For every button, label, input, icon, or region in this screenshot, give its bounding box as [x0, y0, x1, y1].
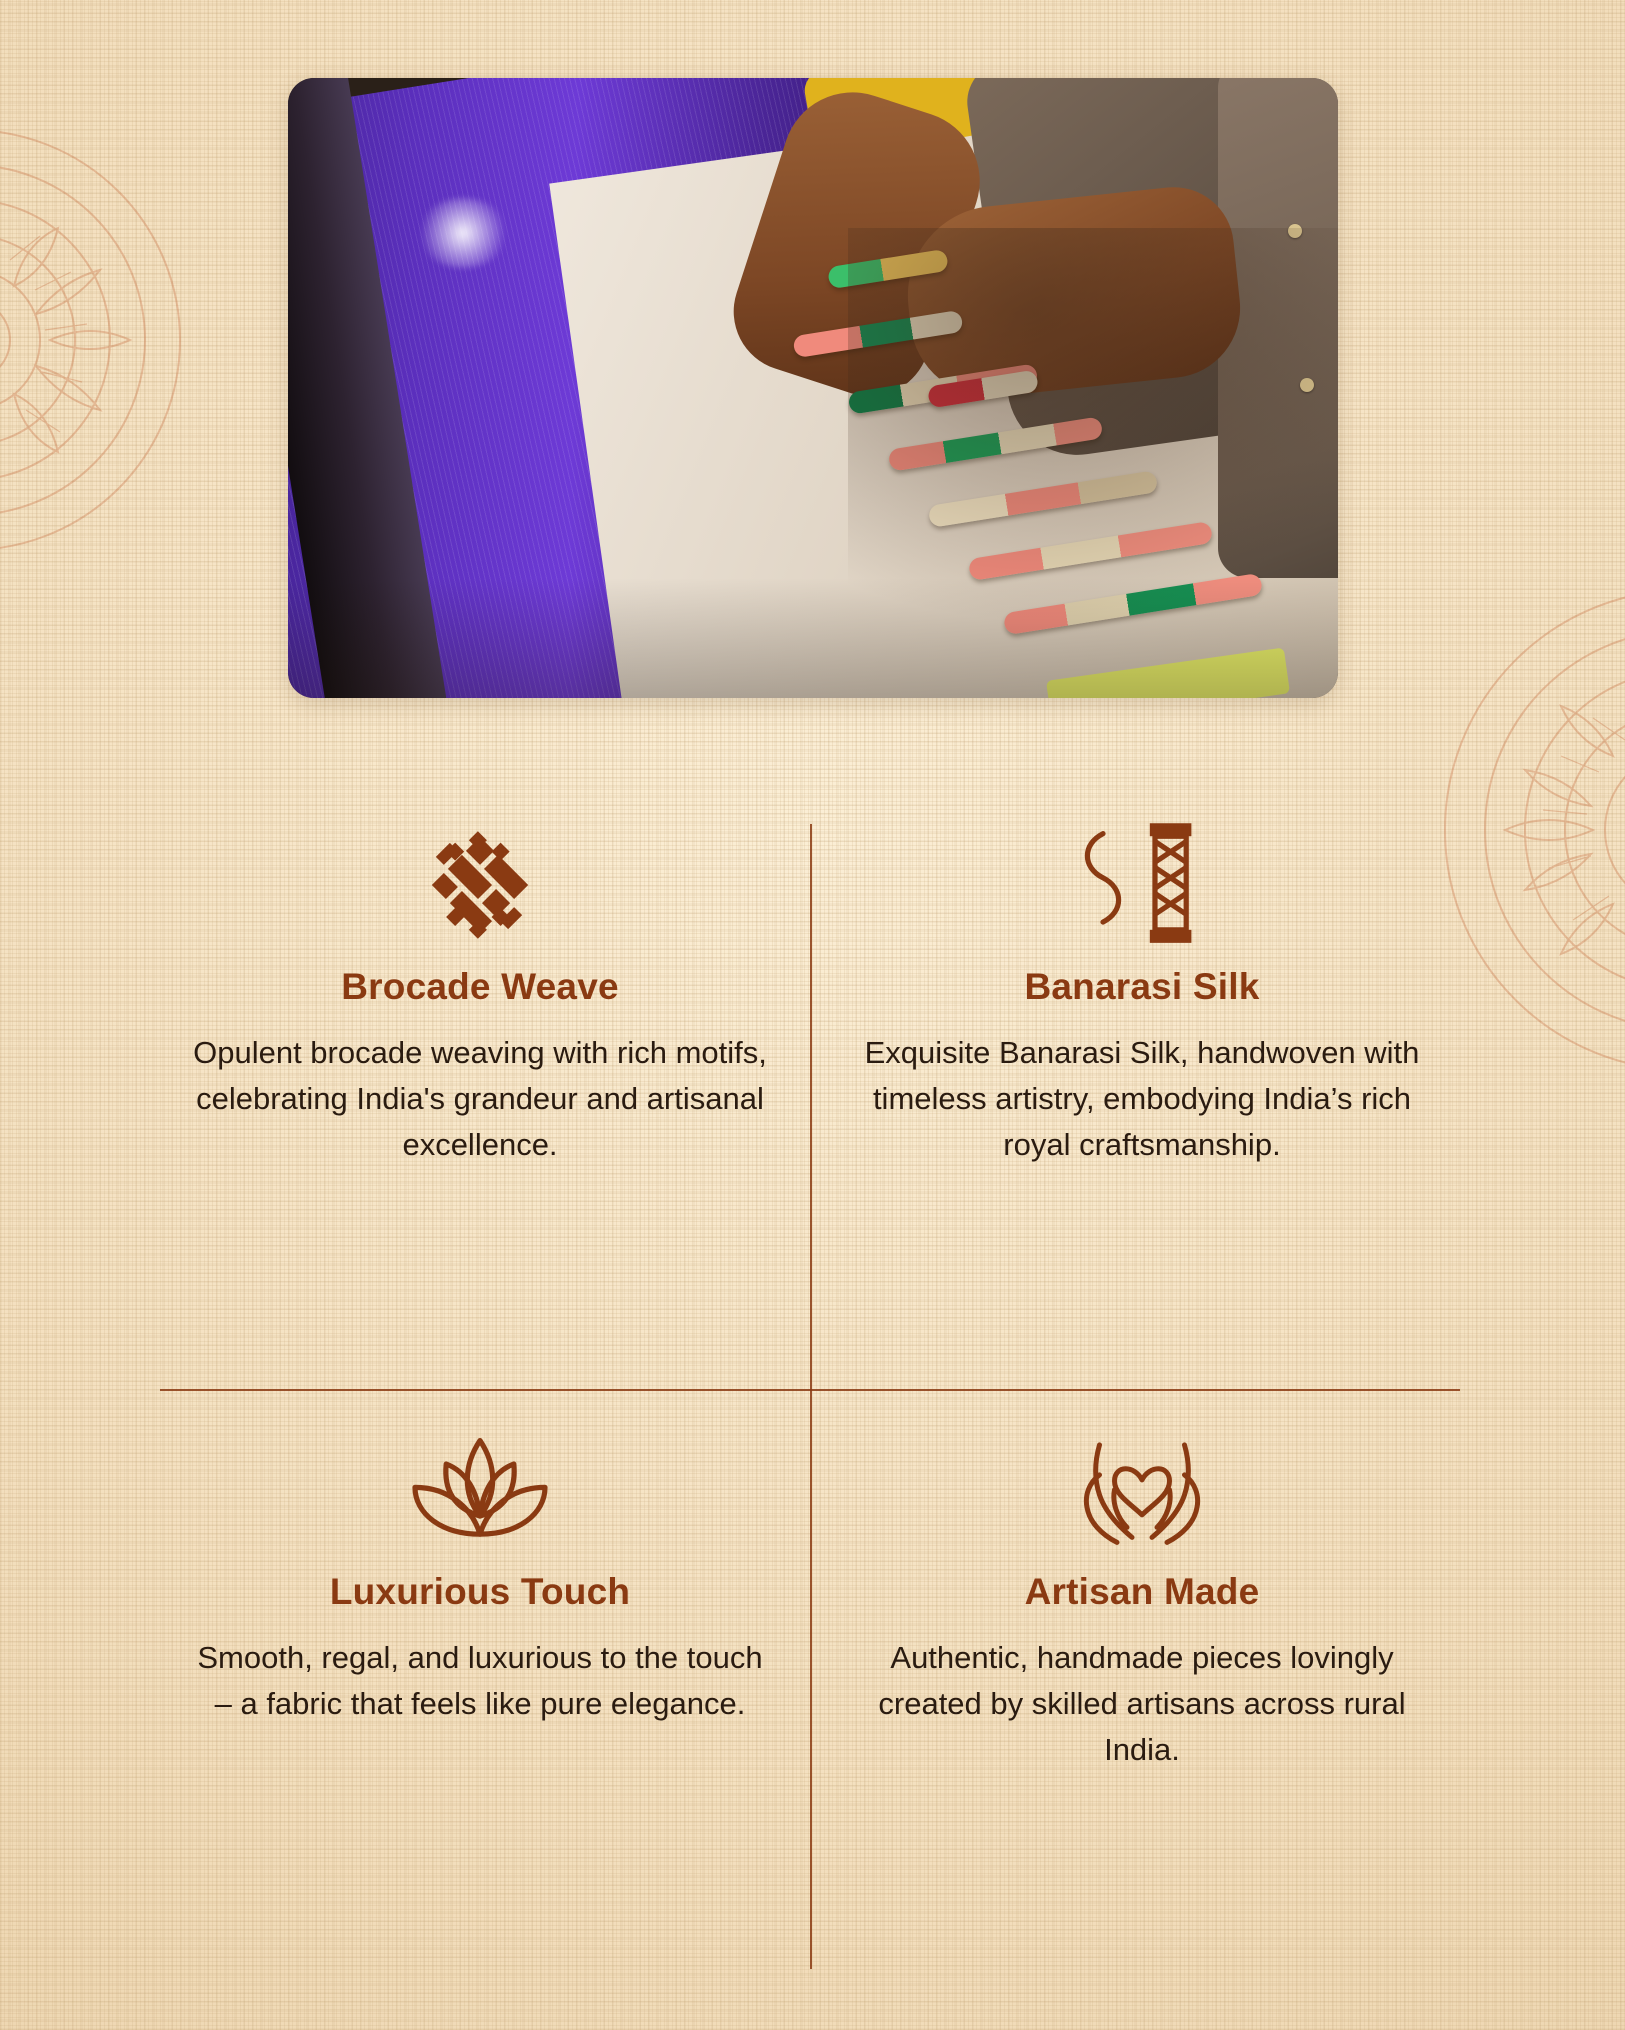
grid-divider-vertical [810, 824, 812, 1969]
feature-card-brocade-weave [170, 810, 790, 1168]
feature-description: Opulent brocade weaving with rich motifs, celebrating India's grandeur and artisanal excellence. [193, 1035, 767, 1162]
feature-description: Exquisite Banarasi Silk, handwoven with timeless artistry, embodying India’s rich royal craftsmanship. [864, 1035, 1420, 1162]
feature-card-banarasi-silk [832, 810, 1452, 1168]
feature-title: Luxurious Touch [329, 1571, 631, 1612]
feature-description: Smooth, regal, and luxurious to the touch – a fabric that feels like pure elegance. [197, 1640, 763, 1721]
feature-description: Authentic, handmade pieces lovingly created by skilled artisans across rural India. [878, 1640, 1406, 1767]
feature-title: Banarasi Silk [1024, 966, 1260, 1007]
lotus-icon [170, 1415, 790, 1565]
feature-card-artisan-made [832, 1415, 1452, 1773]
silk-thread-spool-icon [832, 810, 1452, 960]
feature-card-luxurious-touch [170, 1415, 790, 1727]
silk-highlight [418, 198, 508, 268]
feature-title: Artisan Made [1024, 1571, 1260, 1612]
photo-vignette [288, 578, 1338, 698]
feature-grid [160, 800, 1460, 1990]
hero-image [288, 78, 1338, 698]
feature-title: Brocade Weave [341, 966, 619, 1007]
mandala-decoration-left [0, 60, 270, 620]
hands-heart-icon [832, 1415, 1452, 1565]
grid-divider-horizontal [160, 1389, 1460, 1391]
brocade-weave-icon [170, 810, 790, 960]
